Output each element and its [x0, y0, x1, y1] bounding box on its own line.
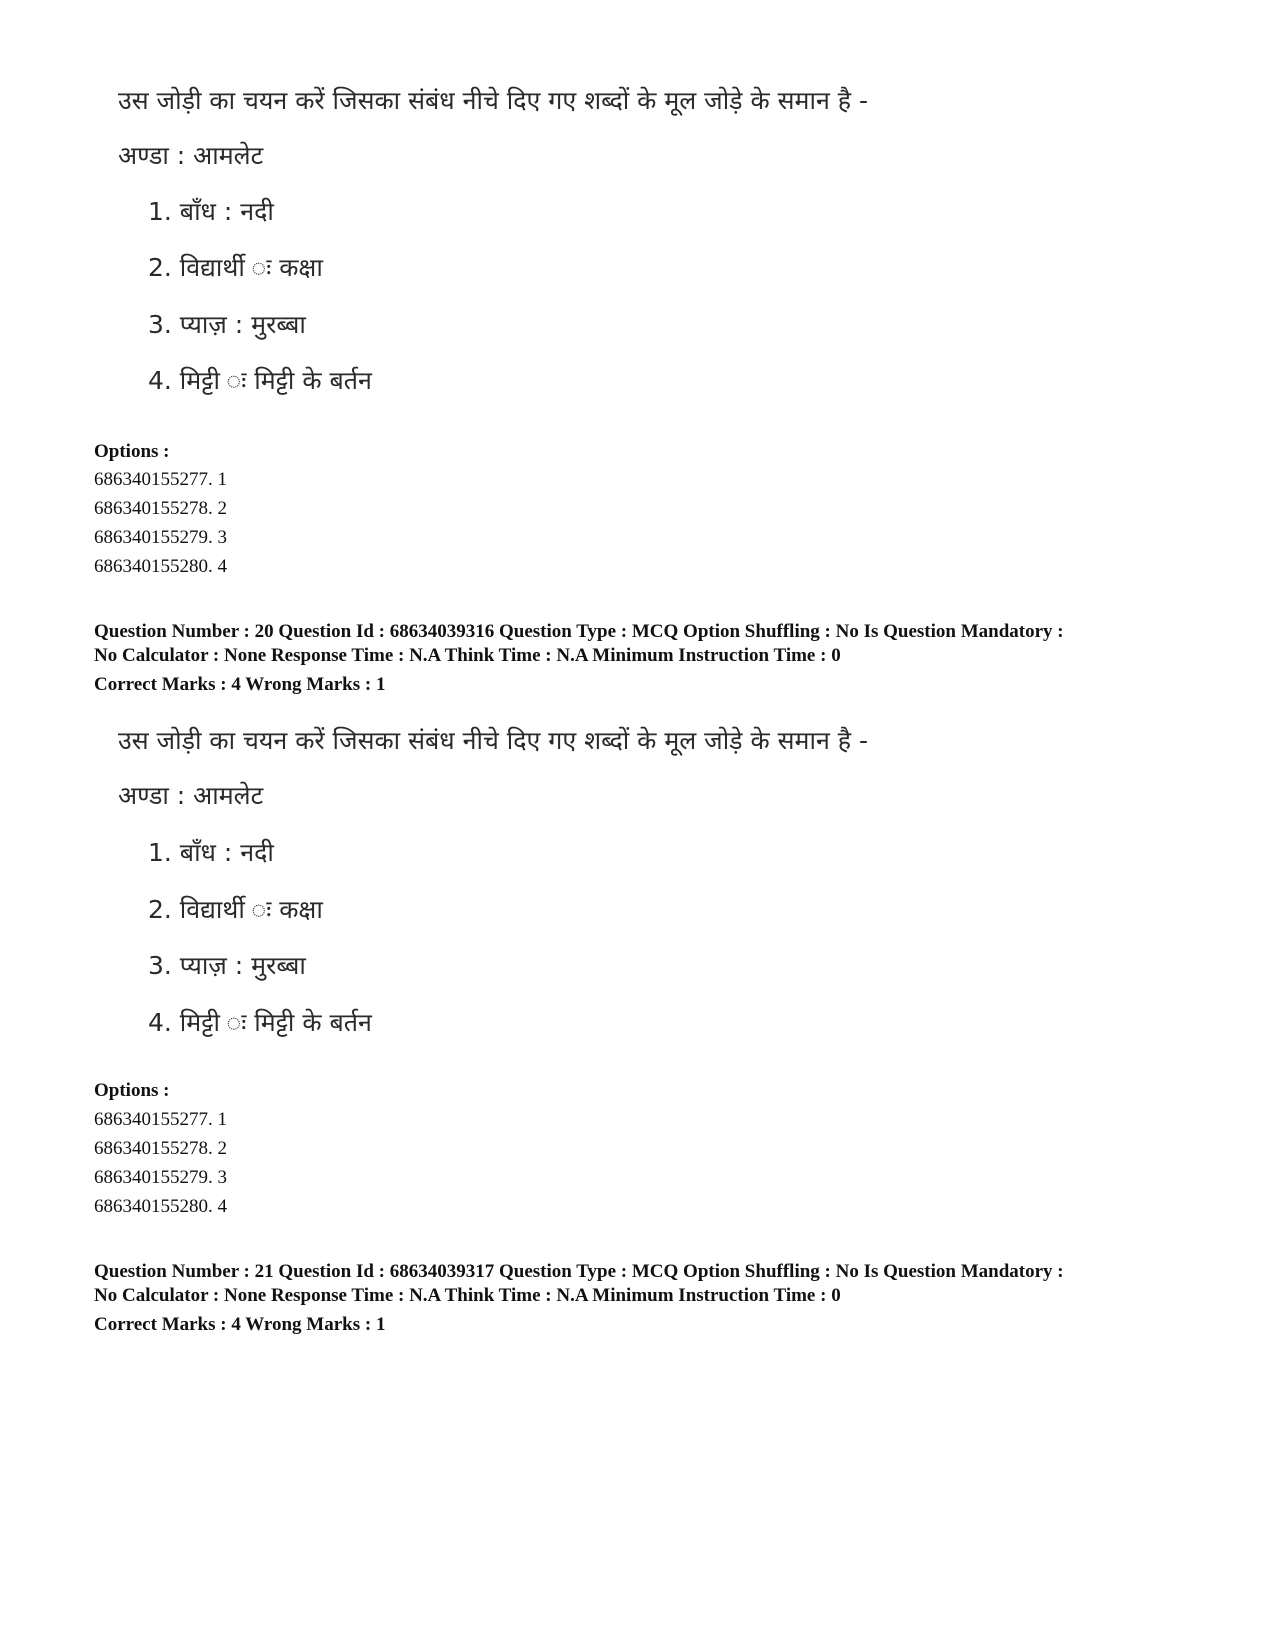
- question-meta-line: No Calculator : None Response Time : N.A Think Time : N.A Minimum Instruction Time : 0: [94, 1285, 841, 1306]
- option-item: 686340155278. 2: [94, 498, 227, 519]
- question-text: उस जोड़ी का चयन करें जिसका संबंध नीचे दिए गए शब्दों के मूल जोड़े के समान है -: [118, 86, 869, 115]
- option-item: 686340155280. 4: [94, 1196, 227, 1217]
- choice-item: 3. प्याज़ : मुरब्बा: [148, 951, 306, 980]
- options-label: Options :: [94, 1080, 170, 1101]
- option-item: 686340155277. 1: [94, 1109, 227, 1130]
- option-item: 686340155280. 4: [94, 556, 227, 577]
- base-pair: अण्डा : आमलेट: [118, 141, 264, 170]
- choice-item: 1. बाँध : नदी: [148, 838, 274, 867]
- question-meta-line: No Calculator : None Response Time : N.A Think Time : N.A Minimum Instruction Time : 0: [94, 645, 841, 666]
- choice-item: 4. मिट्टी ः मिट्टी के बर्तन: [148, 366, 372, 395]
- question-meta-line: Question Number : 20 Question Id : 68634039316 Question Type : MCQ Option Shuffling : No Is Question Mandatory :: [94, 621, 1064, 642]
- option-item: 686340155278. 2: [94, 1138, 227, 1159]
- option-item: 686340155279. 3: [94, 1167, 227, 1188]
- choice-item: 3. प्याज़ : मुरब्बा: [148, 310, 306, 339]
- question-marks: Correct Marks : 4 Wrong Marks : 1: [94, 1314, 386, 1335]
- option-item: 686340155277. 1: [94, 469, 227, 490]
- question-marks: Correct Marks : 4 Wrong Marks : 1: [94, 674, 386, 695]
- base-pair: अण्डा : आमलेट: [118, 781, 264, 810]
- option-item: 686340155279. 3: [94, 527, 227, 548]
- choice-item: 2. विद्यार्थी ः कक्षा: [148, 253, 323, 282]
- choice-item: 2. विद्यार्थी ः कक्षा: [148, 895, 323, 924]
- question-text: उस जोड़ी का चयन करें जिसका संबंध नीचे दिए गए शब्दों के मूल जोड़े के समान है -: [118, 726, 869, 755]
- choice-item: 1. बाँध : नदी: [148, 197, 274, 226]
- choice-item: 4. मिट्टी ः मिट्टी के बर्तन: [148, 1008, 372, 1037]
- options-label: Options :: [94, 441, 170, 462]
- question-meta-line: Question Number : 21 Question Id : 68634039317 Question Type : MCQ Option Shuffling : No Is Question Mandatory :: [94, 1261, 1064, 1282]
